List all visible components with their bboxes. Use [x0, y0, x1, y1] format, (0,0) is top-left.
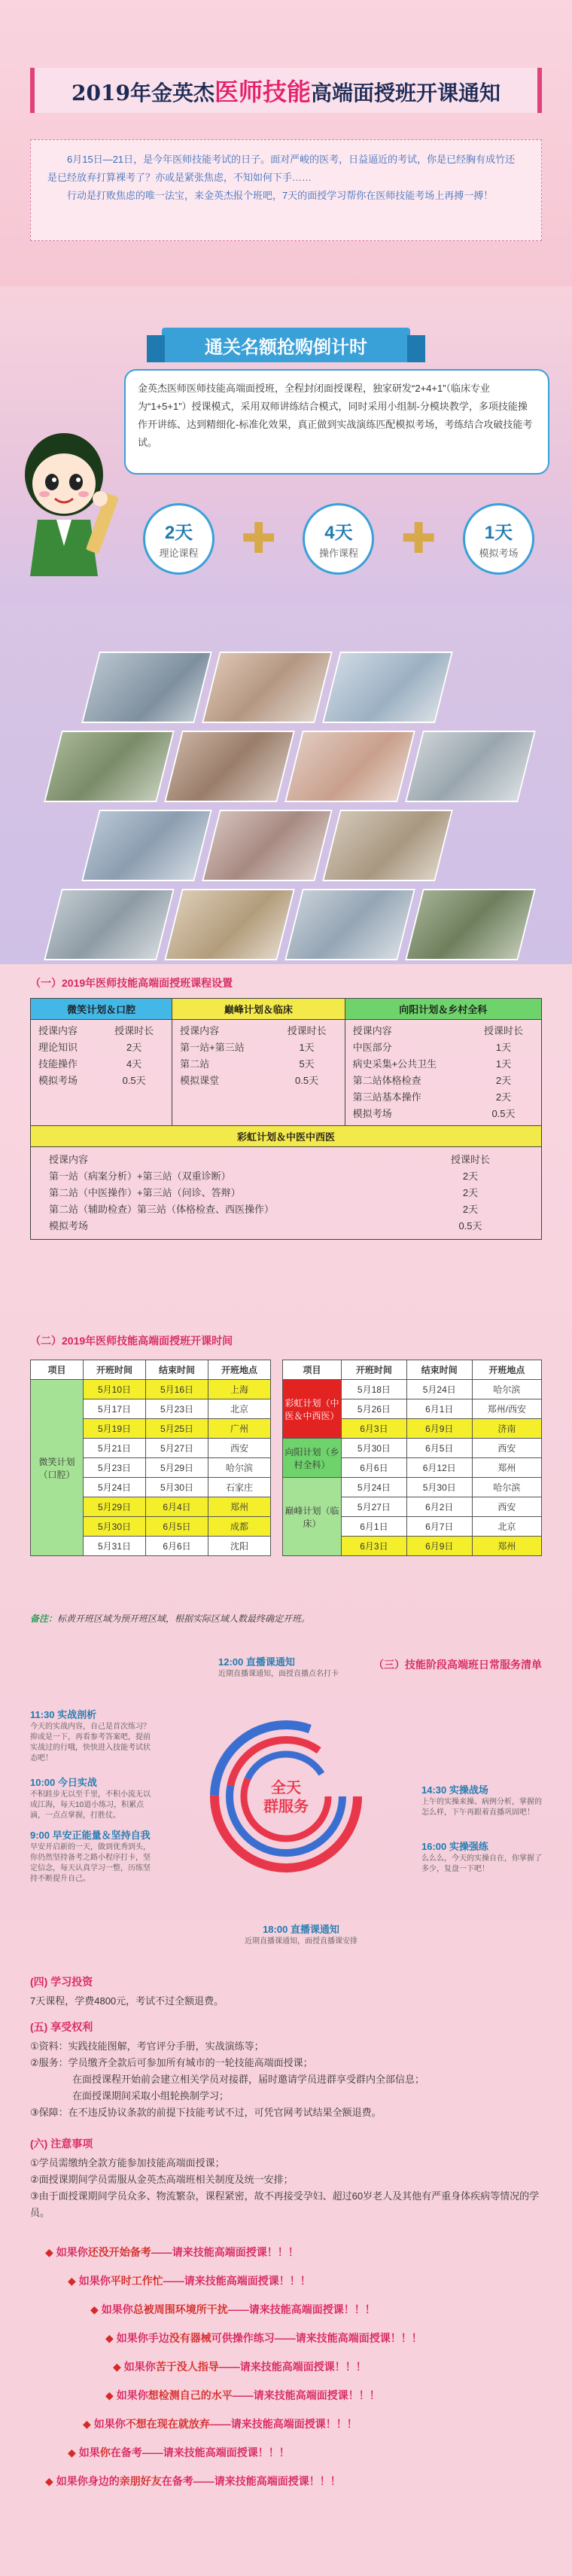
service-item: 18:00 直播课通知 近期直播课通知，面授直播课安排 [245, 1924, 358, 1946]
notes-item: ②面授课期间学员需服从金英杰高端班相关制度及统一安排； [30, 2174, 294, 2185]
rights-item: ①资料：实践技能图解，考官评分手册，实战演练等； [30, 2040, 264, 2052]
plan-cell: 授课内容 授课时长 第一站（病案分析）+第三站（双重诊断） 2天 第二站（中医操作）+第三站（问诊、答辩） 2天 第二站（辅助检查）第三站（体格检查、西医操作） 2天 模拟考场 0.5天 [31, 1147, 542, 1240]
table-row: 5月30日 6月5日 成都 [31, 1517, 271, 1537]
day-count: 1天 [484, 523, 513, 543]
service-item: 14:30 实操战场 上午的实操来操、病例分析，掌握的怎么样，下午再跟着直播巩固吧！ [421, 1784, 542, 1817]
service-item: 10:00 今日实战 不积跬步无以至千里，不积小流无以成江海，每天10道小练习，积累点滴，一点点掌握，打胜仗。 [30, 1777, 151, 1820]
class-photo [81, 652, 212, 723]
photo-collage [0, 603, 572, 964]
plan-header: 微笑计划＆口腔 [31, 999, 172, 1020]
rights-item: ②服务：学员缴齐全款后可参加所有城市的一轮技能高端面授课； [30, 2057, 313, 2068]
rights-title: (五) 享受权利 [30, 2021, 93, 2033]
table-row: 5月23日 5月29日 哈尔滨 [31, 1458, 271, 1478]
investment-title: (四) 学习投资 [30, 1976, 93, 1988]
title-banner [30, 68, 542, 113]
cta-line: ◆ 如果你手边没有器械可供操作练习——请来技能高端面授课！！！ [105, 2332, 422, 2344]
table-row: 6月3日 6月9日 郑州 [283, 1537, 542, 1556]
intro-text: 金英杰医师医师技能高端面授班，全程封闭面授课程，独家研发“2+4+1”（临床专业为“1+5+1”）授课模式，采用双师讲练结合模式，同时采用小组制-分模块教学，多项技能操作开讲练、达到精细化-标准化效果，真正做到实战演练匹配模拟考场，考练结合攻破技能考试。 [138, 383, 533, 448]
countdown-section [0, 286, 572, 603]
cta-line: ◆ 如果你还没开始备考——请来技能高端面授课！！！ [45, 2246, 299, 2258]
class-photo [164, 889, 295, 960]
plan-cell: 授课内容 授课时长 理论知识 2天 技能操作 4天 模拟考场 0.5天 [31, 1020, 172, 1126]
countdown-ribbon [162, 328, 410, 362]
notice-paragraph-1: 6月15日—21日，是今年医师技能考试的日子。面对严峻的医考，日益逼近的考试，你是已经胸有成竹还是已经放弃打算裸考了？亦或是紧张焦虑，不知如何下手…… [47, 154, 516, 183]
plus-icon: ✚ [400, 514, 437, 562]
investment-block [30, 1973, 542, 2010]
schedule-table-right: 项目 开班时间 结束时间 开班地点 彩虹计划（中医＆中西医） 5月18日 5月24日 哈尔滨 5月26日 6月1日 郑州/西安 6月3日 6月9日 济南 向阳计划（乡村全科） 5月30日 6月5日 西安 6月6日 6月12日 郑州 巅峰计划（临床） 5月24日 5月30日 哈尔滨 5月27日 6月2日 西安 6月1日 6月7日 北京 6月3日 6月9日 郑州 [282, 1360, 542, 1556]
ring-center-line2: 群服务 [263, 1799, 309, 1815]
project-cell: 巅峰计划（临床） [283, 1478, 342, 1556]
title-pre: 2019年金英杰 [72, 81, 214, 105]
rights-item: ③保障：在不违反协议条款的前提下技能考试不过，可凭官网考试结果全额退费。 [30, 2107, 382, 2118]
class-photo [322, 810, 453, 881]
header-section [0, 0, 572, 286]
notes-block [30, 2135, 542, 2221]
table-row: 6月3日 6月9日 济南 [283, 1419, 542, 1439]
table-row: 6月6日 6月12日 郑州 [283, 1458, 542, 1478]
class-photo [405, 731, 536, 802]
class-photo [44, 731, 175, 802]
course-settings-title: （一）2019年医师技能高端面授班课程设置 [30, 977, 233, 989]
rights-block [30, 2019, 542, 2121]
cta-line: ◆ 如果你总被周围环境所干扰——请来技能高端面授课！！！ [90, 2303, 376, 2315]
service-item: 16:00 实操强练 么么么，今天的实操自在，你掌握了多少，复盘一下吧！ [421, 1841, 542, 1873]
terms-section [0, 1921, 572, 2576]
class-photo [322, 652, 453, 723]
project-cell: 微笑计划（口腔） [31, 1380, 84, 1556]
daily-services-title: （三）技能阶段高端班日常服务清单 [373, 1659, 542, 1671]
notes-item: ③由于面授课期间学员众多、物流繁杂，课程紧密，故不再接受孕妇、超过60岁老人及其他有严重身体疾病等情况的学员。 [30, 2190, 540, 2218]
plan-cell: 授课内容 授课时长 中医部分 1天 病史采集+公共卫生 1天 第二站体格检查 2天 第三站基本操作 2天 模拟考场 0.5天 [345, 1020, 541, 1126]
table-row: 5月24日 5月30日 石家庄 [31, 1478, 271, 1497]
table-row: 5月17日 5月23日 北京 [31, 1399, 271, 1419]
plus-icon: ✚ [241, 514, 277, 562]
cta-line: ◆ 如果你想检测自己的水平——请来技能高端面授课！！！ [105, 2389, 380, 2401]
table-row: 5月26日 6月1日 郑州/西安 [283, 1399, 542, 1419]
rights-item: 在面授课程开始前会建立相关学员对接群，届时邀请学员进群享受群内全部信息； [72, 2074, 425, 2085]
table-row: 巅峰计划（临床） 5月24日 5月30日 哈尔滨 [283, 1478, 542, 1497]
class-photo [44, 889, 175, 960]
service-item: 9:00 早安正能量＆坚持自我 早安开启新的一天，做到优秀到头，你仍然坚持备考之路小程序打卡，坚定信念，每天认真学习一整，历练坚持不断提升自己。 [30, 1830, 151, 1883]
plan-header: 向阳计划＆乡村全科 [345, 999, 541, 1020]
service-item: 11:30 实战剖析 今天的实战内容，自己是首次练习？抑或是一下，再看参考答案吧，提前实战过的行哦，快快进入技能考试状态吧！ [30, 1709, 151, 1763]
project-cell: 向阳计划（乡村全科） [283, 1439, 342, 1478]
class-photo [81, 810, 212, 881]
cta-line: ◆ 如果你苦于没人指导——请来技能高端面授课！！！ [113, 2361, 367, 2373]
mascot-icon [11, 414, 124, 580]
notice-paragraph-2: 行动是打败焦虑的唯一法宝，来金英杰报个班吧，7天的面授学习帮你在医师技能考场上再搏一搏！ [67, 190, 494, 201]
day-count: 4天 [324, 523, 353, 543]
class-photo [164, 731, 295, 802]
table-row: 5月27日 6月2日 西安 [283, 1497, 542, 1517]
day-label: 模拟考场 [479, 548, 519, 559]
schedule-note: 备注：标黄开班区域为预开班区域，根据实际区域人数最终确定开班。 [30, 1613, 311, 1624]
ribbon-text: 通关名额抢购倒计时 [205, 337, 367, 358]
schedule-table-left: 项目 开班时间 结束时间 开班地点 微笑计划（口腔） 5月10日 5月16日 上海 5月17日 5月23日 北京 5月19日 5月25日 广州 5月21日 5月27日 西安 5月23日 5月29日 哈尔滨 5月24日 5月30日 石家庄 5月29日 6月4日 郑州 5月30日 6月5日 成都 5月31日 6月6日 沈阳 [30, 1360, 271, 1556]
day-label: 理论课程 [159, 548, 199, 559]
day-circle-theory [143, 503, 214, 575]
cta-line: ◆ 如果你在备考——请来技能高端面授课！！！ [68, 2446, 290, 2458]
title-highlight: 医师技能 [214, 78, 311, 106]
class-photo [202, 810, 333, 881]
day-circle-practice [303, 503, 374, 575]
table-row: 5月19日 5月25日 广州 [31, 1419, 271, 1439]
course-settings-table [30, 998, 542, 1240]
day-count: 2天 [164, 523, 193, 543]
class-photo [284, 889, 415, 960]
course-days [143, 501, 534, 576]
plan-header: 彩虹计划＆中医中西医 [31, 1126, 542, 1147]
table-row: 5月21日 5月27日 西安 [31, 1439, 271, 1458]
notes-title: (六) 注意事项 [30, 2138, 93, 2150]
notice-box [30, 139, 542, 241]
project-cell: 彩虹计划（中医＆中西医） [283, 1380, 342, 1439]
investment-text: 7天课程，学费4800元，考试不过全额退费。 [30, 1995, 224, 2007]
plan-cell: 授课内容 授课时长 第一站+第三站 1天 第二站 5天 模拟课堂 0.5天 [172, 1020, 345, 1126]
table-row: 5月31日 6月6日 沈阳 [31, 1537, 271, 1556]
notes-item: ①学员需缴纳全款方能参加技能高端面授课； [30, 2157, 225, 2169]
intro-card [124, 369, 549, 475]
course-section [0, 964, 572, 1921]
day-circle-mock [463, 503, 534, 575]
schedule-title: （二）2019年医师技能高端面授班开课时间 [30, 1335, 233, 1347]
class-photo [202, 652, 333, 723]
page-title [72, 73, 500, 108]
table-row: 微笑计划（口腔） 5月10日 5月16日 上海 [31, 1380, 271, 1399]
day-label: 操作课程 [318, 548, 358, 559]
service-item: 12:00 直播课通知 近期直播课通知，面授直播点名打卡 [218, 1656, 339, 1678]
cta-line: ◆ 如果你身边的亲朋好友在备考——请来技能高端面授课！！！ [45, 2475, 341, 2487]
table-row: 向阳计划（乡村全科） 5月30日 6月5日 西安 [283, 1439, 542, 1458]
table-row: 彩虹计划（中医＆中西医） 5月18日 5月24日 哈尔滨 [283, 1380, 542, 1399]
title-post: 高端面授班开课通知 [310, 81, 500, 105]
cta-line: ◆ 如果你平时工作忙——请来技能高端面授课！！！ [68, 2275, 311, 2287]
class-photo [284, 731, 415, 802]
rights-item: 在面授课期间采取小组轮换制学习； [72, 2090, 230, 2101]
table-row: 6月1日 6月7日 北京 [283, 1517, 542, 1537]
cta-line: ◆ 如果你不想在现在就放弃——请来技能高端面授课！！！ [83, 2418, 358, 2430]
ring-center-line1: 全天 [271, 1780, 301, 1796]
table-row: 5月29日 6月4日 郑州 [31, 1497, 271, 1517]
class-photo [405, 889, 536, 960]
plan-header: 巅峰计划＆临床 [172, 999, 345, 1020]
service-ring [207, 1717, 365, 1876]
